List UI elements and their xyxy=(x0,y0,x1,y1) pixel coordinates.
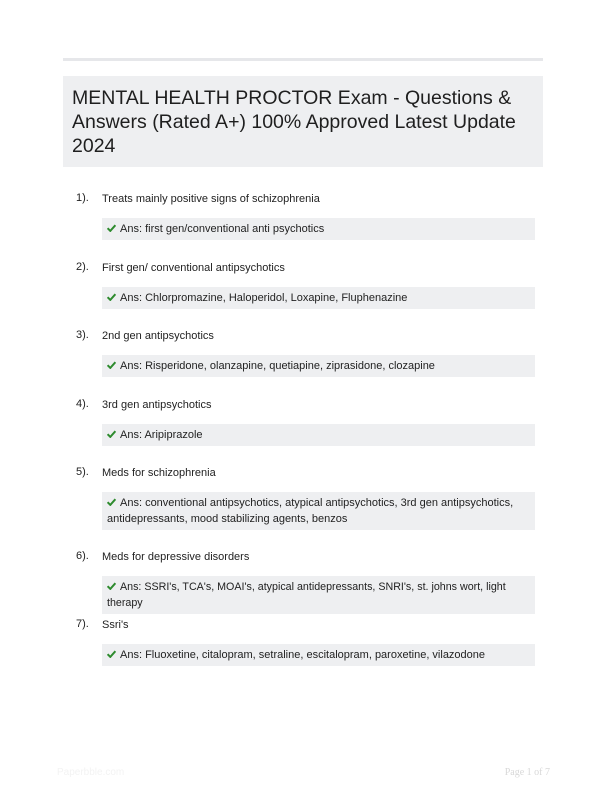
question-text: Meds for depressive disorders xyxy=(102,551,250,563)
question-number: 7). xyxy=(76,618,89,630)
answer-text: Ans: SSRI's, TCA's, MOAI's, atypical antidepressants, SNRI's, st. johns wort, light therapy xyxy=(107,581,506,609)
checkmark-icon xyxy=(107,582,116,590)
answer-box xyxy=(102,644,535,666)
question-number: 6). xyxy=(76,550,89,562)
answer-box xyxy=(102,492,535,530)
qa-item-6 xyxy=(63,549,543,614)
page-title: MENTAL HEALTH PROCTOR Exam - Questions & Answers (Rated A+) 100% Approved Latest Update 2024 xyxy=(72,87,516,157)
answer-text: Ans: first gen/conventional anti psychotics xyxy=(120,223,325,235)
answer-box xyxy=(102,424,535,446)
answer-text: Ans: Chlorpromazine, Haloperidol, Loxapine, Fluphenazine xyxy=(120,292,408,304)
answer-box xyxy=(102,355,535,377)
answer-text: Ans: Risperidone, olanzapine, quetiapine, ziprasidone, clozapine xyxy=(120,360,435,372)
question-number: 4). xyxy=(76,398,89,410)
answer-box xyxy=(102,576,535,614)
footer-watermark: Paperbble.com xyxy=(57,767,125,778)
header-divider xyxy=(63,58,543,61)
checkmark-icon xyxy=(107,498,116,506)
answer-text: Ans: conventional antipsychotics, atypical antipsychotics, 3rd gen antipsychotics, antidepressants, mood stabilizing agents, benzos xyxy=(107,497,514,525)
qa-item-3 xyxy=(63,328,543,377)
question-number: 1). xyxy=(76,192,89,204)
qa-item-7 xyxy=(63,617,543,666)
checkmark-icon xyxy=(107,224,116,232)
question-text: Ssri's xyxy=(102,619,129,631)
checkmark-icon xyxy=(107,650,116,658)
question-text: 3rd gen antipsychotics xyxy=(102,399,212,411)
qa-item-2 xyxy=(63,260,543,309)
checkmark-icon xyxy=(107,293,116,301)
page-number: Page 1 of 7 xyxy=(504,767,550,778)
question-number: 2). xyxy=(76,261,89,273)
answer-box xyxy=(102,287,535,309)
qa-item-5 xyxy=(63,465,543,530)
qa-item-1 xyxy=(63,191,543,240)
question-text: Treats mainly positive signs of schizophrenia xyxy=(102,193,320,205)
question-number: 3). xyxy=(76,329,89,341)
question-text: First gen/ conventional antipsychotics xyxy=(102,262,285,274)
checkmark-icon xyxy=(107,361,116,369)
answer-text: Ans: Fluoxetine, citalopram, setraline, escitalopram, paroxetine, vilazodone xyxy=(120,649,486,661)
answer-text: Ans: Aripiprazole xyxy=(120,429,203,441)
question-number: 5). xyxy=(76,466,89,478)
answer-box xyxy=(102,218,535,240)
title-banner xyxy=(63,76,543,167)
qa-item-4 xyxy=(63,397,543,446)
question-text: 2nd gen antipsychotics xyxy=(102,330,214,342)
checkmark-icon xyxy=(107,430,116,438)
question-text: Meds for schizophrenia xyxy=(102,467,216,479)
